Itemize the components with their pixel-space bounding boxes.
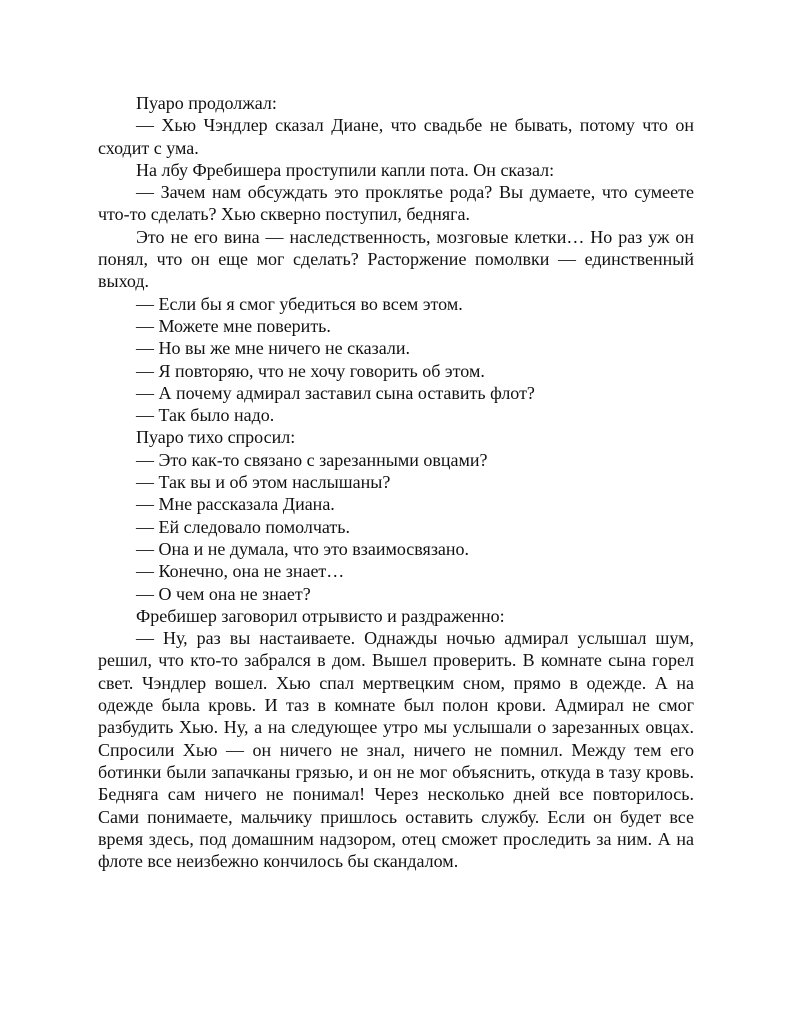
paragraph: — Ей следовало помолчать. — [136, 516, 350, 537]
paragraph: На лбу Фребишера проступили капли пота. Он сказал: — [136, 159, 555, 180]
paragraph: — Ну, раз вы настаиваете. Однажды ночью адмирал услышал шум, решил, что кто-то забрался в дом. Вышел проверить. В комнате сына горел свет. Чэндлер вошел. Хью спал мертвецким сном, прямо в одежде. А на одежде была кровь. И таз в комнате был полон крови. Адмирал не смог разбудить Хью. Ну, а на следующее утро мы услышали о зарезанных овцах. Спросили Хью — он ничего не знал, ничего не помнил. Между тем его ботинки были запачканы грязью, и он не мог объяснить, откуда в тазу кровь. Бедняга сам ничего не понимал! Через несколько дней все повторилось. Сами понимаете, мальчику пришлось оставить службу. Если он будет все время здесь, под домашним надзором, отец сможет проследить за ним. А на флоте все неизбежно кончилось бы скандалом. — [98, 628, 694, 872]
paragraph: — Мне рассказала Диана. — [136, 494, 335, 515]
paragraph: — Но вы же мне ничего не сказали. — [136, 338, 410, 359]
paragraph: — Так было надо. — [136, 405, 275, 426]
paragraph: — Это как-то связано с зарезанными овцами? — [136, 449, 488, 470]
paragraph: — Зачем нам обсуждать это проклятье рода? Вы думаете, что сумеете что-то сделать? Хью скверно поступил, бедняга. — [98, 182, 694, 225]
paragraph: — Так вы и об этом наслышаны? — [136, 472, 391, 493]
paragraph: Пуаро тихо спросил: — [136, 427, 296, 448]
paragraph: — Если бы я смог убедиться во всем этом. — [136, 293, 463, 314]
paragraph: Фребишер заговорил отрывисто и раздраженно: — [136, 605, 505, 626]
paragraph: — Хью Чэндлер сказал Диане, что свадьбе не бывать, потому что он сходит с ума. — [98, 115, 694, 158]
paragraph: — Она и не думала, что это взаимосвязано. — [136, 538, 470, 559]
paragraph: — Можете мне поверить. — [136, 315, 331, 336]
paragraph: — А почему адмирал заставил сына оставить флот? — [136, 382, 535, 403]
paragraph: — Я повторяю, что не хочу говорить об этом. — [136, 360, 485, 381]
paragraph: Пуаро продолжал: — [136, 93, 277, 113]
paragraph: Это не его вина — наследственность, мозговые клетки… Но раз уж он понял, что он еще мог сделать? Расторжение помолвки — единственный выход. — [98, 226, 694, 292]
paragraph: — О чем она не знает? — [136, 583, 311, 604]
document-page — [98, 92, 694, 872]
paragraph: — Конечно, она не знает… — [136, 561, 345, 582]
